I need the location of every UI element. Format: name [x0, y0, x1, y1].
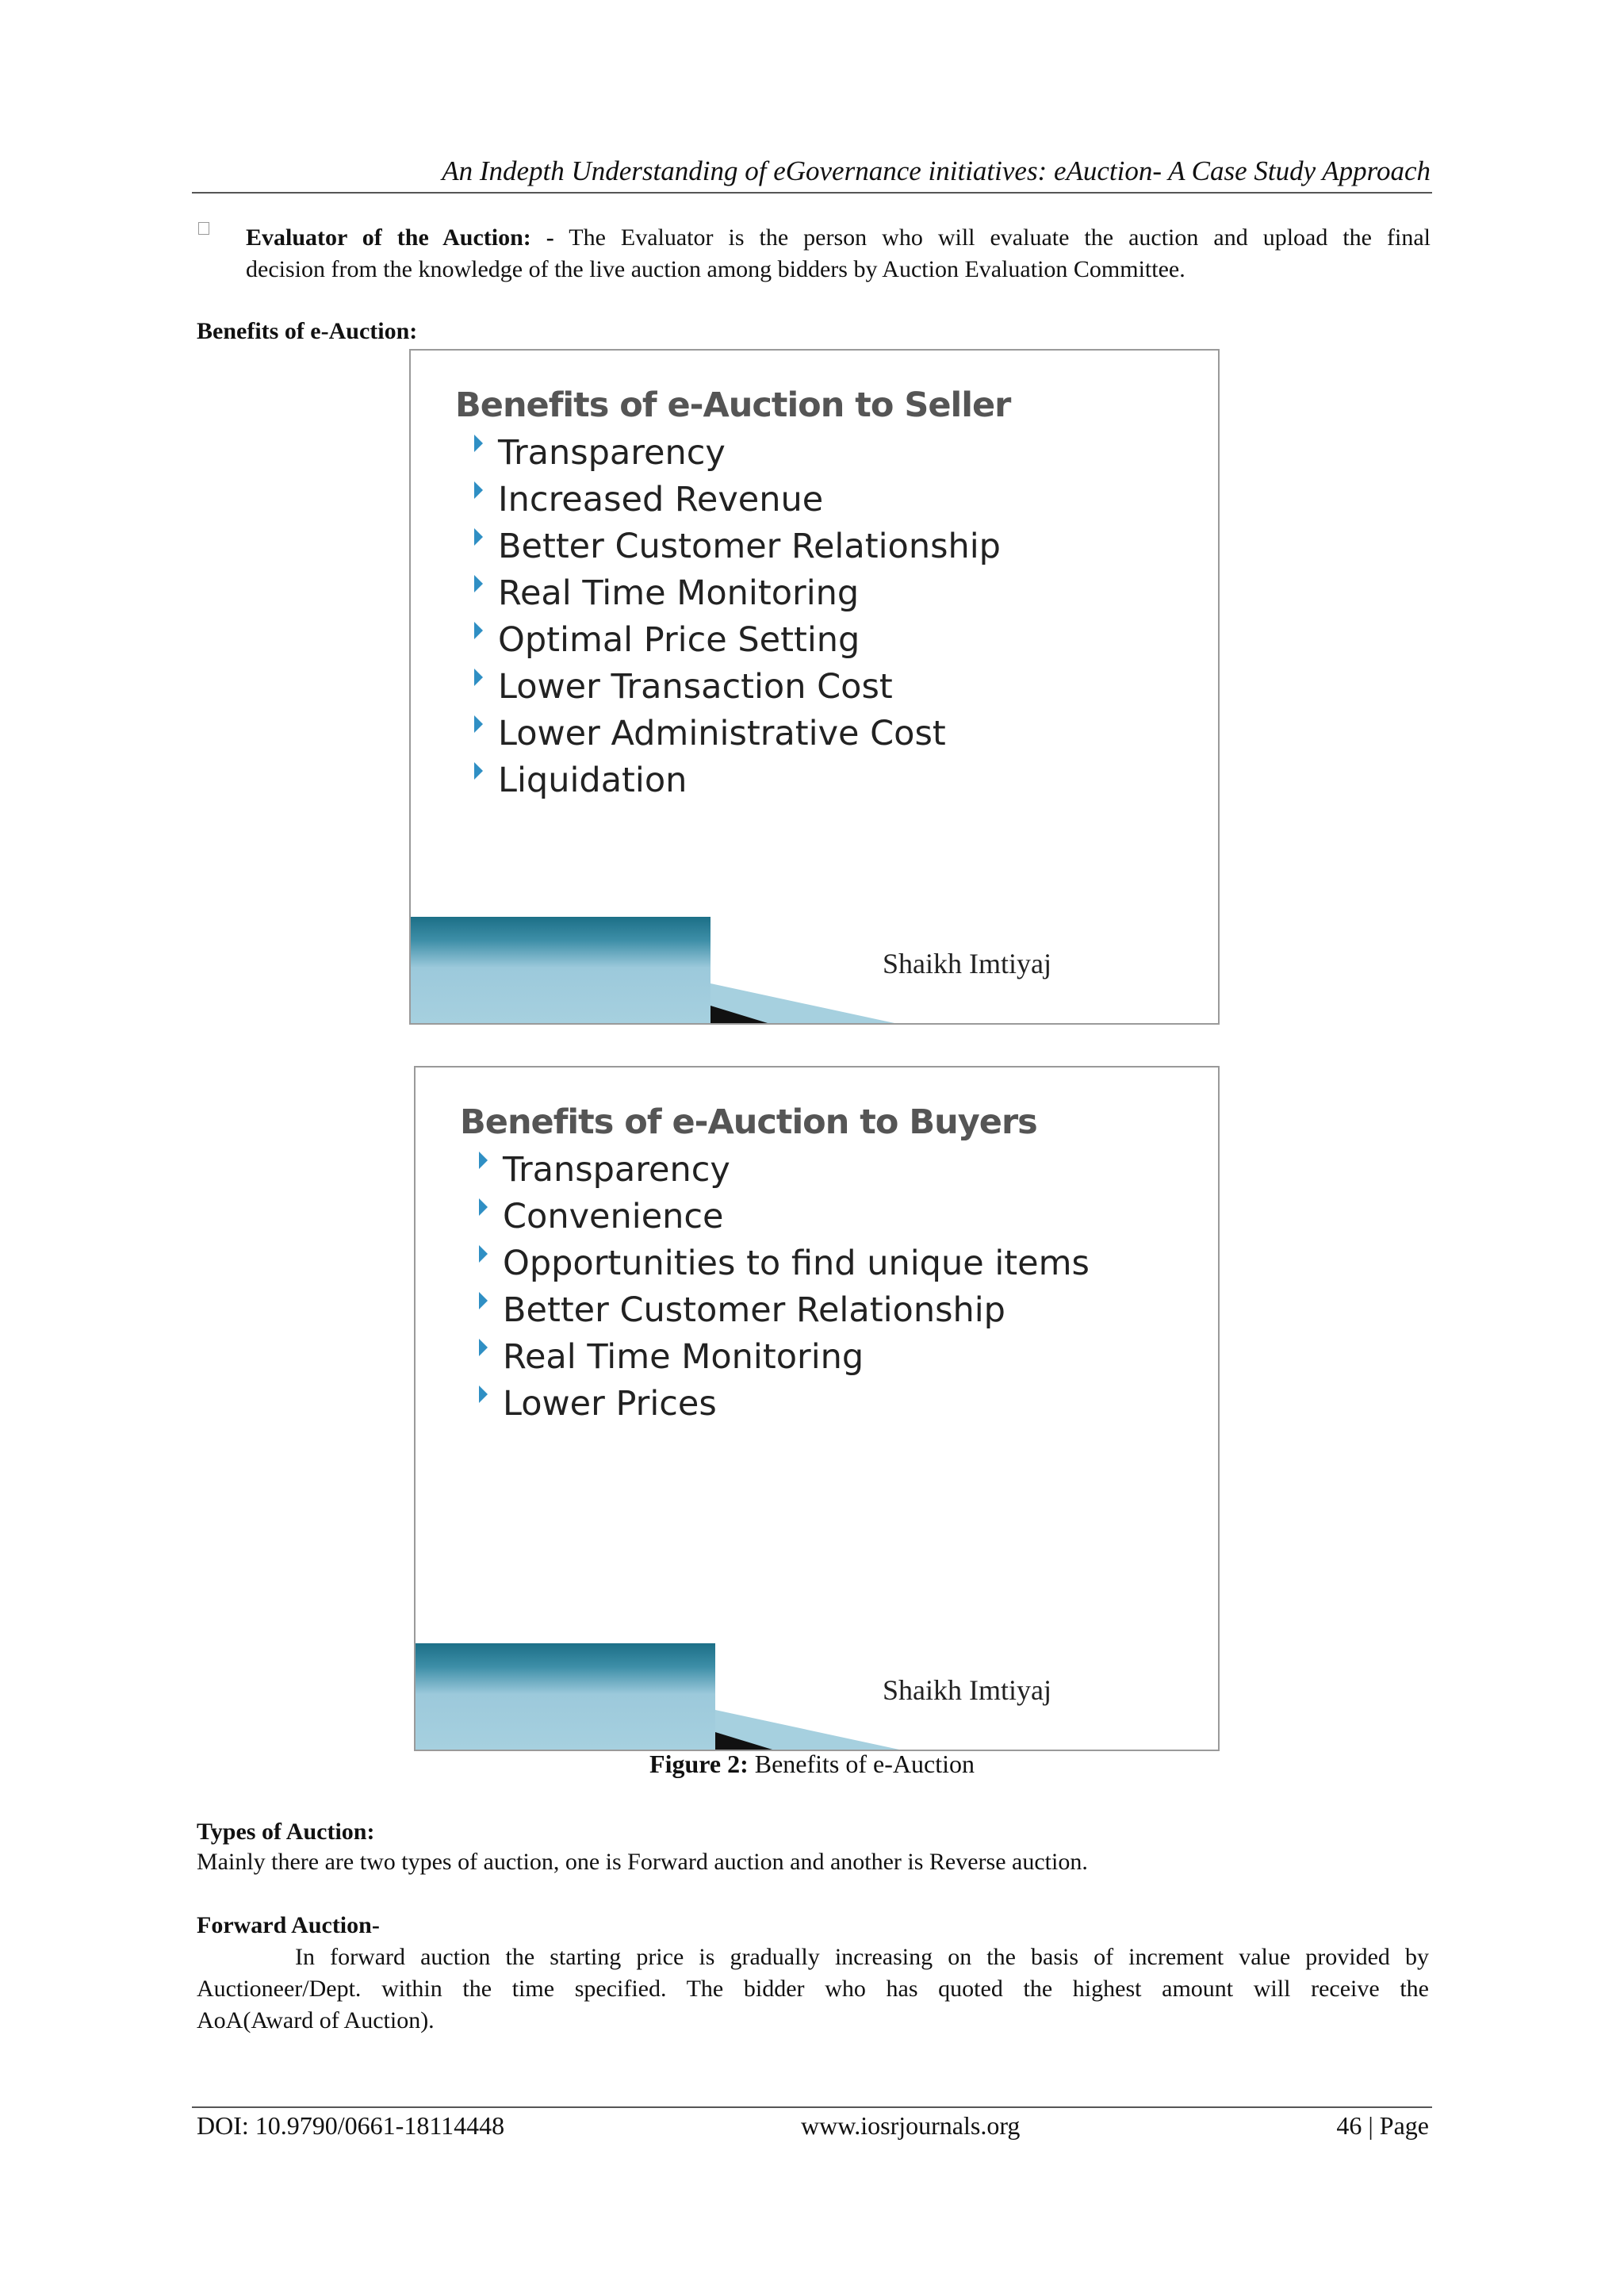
list-item	[479, 1290, 1090, 1337]
slide-swoosh-decoration	[704, 983, 894, 1023]
seller-benefits-list	[474, 433, 1001, 807]
buyer-benefits-list	[479, 1150, 1090, 1431]
list-item-label: Better Customer Relationship	[498, 527, 1001, 566]
footer-doi: DOI: 10.9790/0661-18114448	[197, 2111, 505, 2140]
list-item	[474, 667, 1001, 714]
list-item	[474, 480, 1001, 527]
slide-author: Shaikh Imtiyaj	[883, 1674, 1051, 1706]
triangle-bullet-icon	[479, 1292, 488, 1309]
list-item-label: Real Time Monitoring	[498, 573, 860, 613]
buyer-benefits-slide	[414, 1066, 1220, 1751]
evaluator-label: Evaluator of the Auction: -	[246, 224, 554, 251]
list-item-label: Increased Revenue	[498, 480, 824, 519]
evaluator-line-2: decision from the knowledge of the live auction among bidders by Auction Evaluation Committee.	[246, 256, 1185, 282]
triangle-bullet-icon	[474, 575, 483, 592]
list-item-label: Lower Administrative Cost	[498, 714, 946, 753]
list-item	[479, 1337, 1090, 1384]
triangle-bullet-icon	[474, 762, 483, 780]
list-item	[474, 620, 1001, 667]
list-item-label: Lower Transaction Cost	[498, 667, 893, 707]
list-item	[474, 761, 1001, 807]
list-item-label: Lower Prices	[503, 1384, 717, 1424]
list-item	[474, 527, 1001, 573]
slide-swoosh-decoration	[709, 1710, 899, 1750]
list-item-label: Transparency	[503, 1150, 730, 1190]
slide-title: Benefits of e-Auction to Seller	[455, 385, 1011, 425]
list-item-label: Real Time Monitoring	[503, 1337, 864, 1377]
triangle-bullet-icon	[474, 528, 483, 546]
benefits-heading: Benefits of e-Auction:	[197, 318, 418, 344]
list-item	[479, 1197, 1090, 1244]
triangle-bullet-icon	[479, 1386, 488, 1403]
footer-rule	[192, 2106, 1432, 2108]
running-header: An Indepth Understanding of eGovernance initiatives: eAuction- A Case Study Approach	[442, 155, 1431, 186]
triangle-bullet-icon	[474, 669, 483, 686]
evaluator-line-1	[246, 222, 1431, 254]
figure-caption-text: Benefits of e-Auction	[754, 1750, 975, 1778]
footer-page-number: 46 | Page	[1336, 2111, 1429, 2140]
forward-text-2: Auctioneer/Dept. within the time specified. The bidder who has quoted the highest amount will receive the	[197, 1976, 1429, 2002]
list-item	[474, 573, 1001, 620]
figure-label: Figure 2:	[649, 1750, 749, 1778]
list-item	[479, 1244, 1090, 1290]
forward-heading: Forward Auction-	[197, 1912, 380, 1938]
slide-footer-band	[411, 917, 710, 1023]
bullet-box-icon	[198, 222, 209, 235]
triangle-bullet-icon	[474, 481, 483, 499]
list-item	[474, 433, 1001, 480]
list-item-label: Transparency	[498, 433, 726, 473]
list-item	[474, 714, 1001, 761]
triangle-bullet-icon	[479, 1198, 488, 1216]
triangle-bullet-icon	[474, 435, 483, 452]
slide-title: Benefits of e-Auction to Buyers	[460, 1102, 1037, 1142]
triangle-bullet-icon	[479, 1339, 488, 1356]
evaluator-text-1: The Evaluator is the person who will evaluate the auction and upload the final	[569, 224, 1431, 251]
triangle-bullet-icon	[479, 1152, 488, 1169]
triangle-bullet-icon	[474, 715, 483, 733]
seller-benefits-slide	[409, 349, 1220, 1025]
types-text: Mainly there are two types of auction, one is Forward auction and another is Reverse auction.	[197, 1849, 1088, 1875]
list-item-label: Liquidation	[498, 761, 688, 800]
list-item-label: Convenience	[503, 1197, 724, 1236]
forward-text-1: In forward auction the starting price is gradually increasing on the basis of increment value provided by	[295, 1944, 1429, 1970]
list-item	[479, 1384, 1090, 1431]
list-item-label: Opportunities to find unique items	[503, 1244, 1090, 1283]
slide-author: Shaikh Imtiyaj	[883, 948, 1051, 979]
list-item	[479, 1150, 1090, 1197]
forward-text-3: AoA(Award of Auction).	[197, 2007, 435, 2033]
list-item-label: Better Customer Relationship	[503, 1290, 1005, 1330]
triangle-bullet-icon	[479, 1245, 488, 1263]
triangle-bullet-icon	[474, 622, 483, 639]
slide-footer-band	[416, 1643, 715, 1750]
types-heading: Types of Auction:	[197, 1819, 375, 1845]
footer-website: www.iosrjournals.org	[801, 2111, 1021, 2140]
list-item-label: Optimal Price Setting	[498, 620, 860, 660]
figure-caption	[0, 1750, 1624, 1779]
header-rule	[192, 192, 1432, 194]
